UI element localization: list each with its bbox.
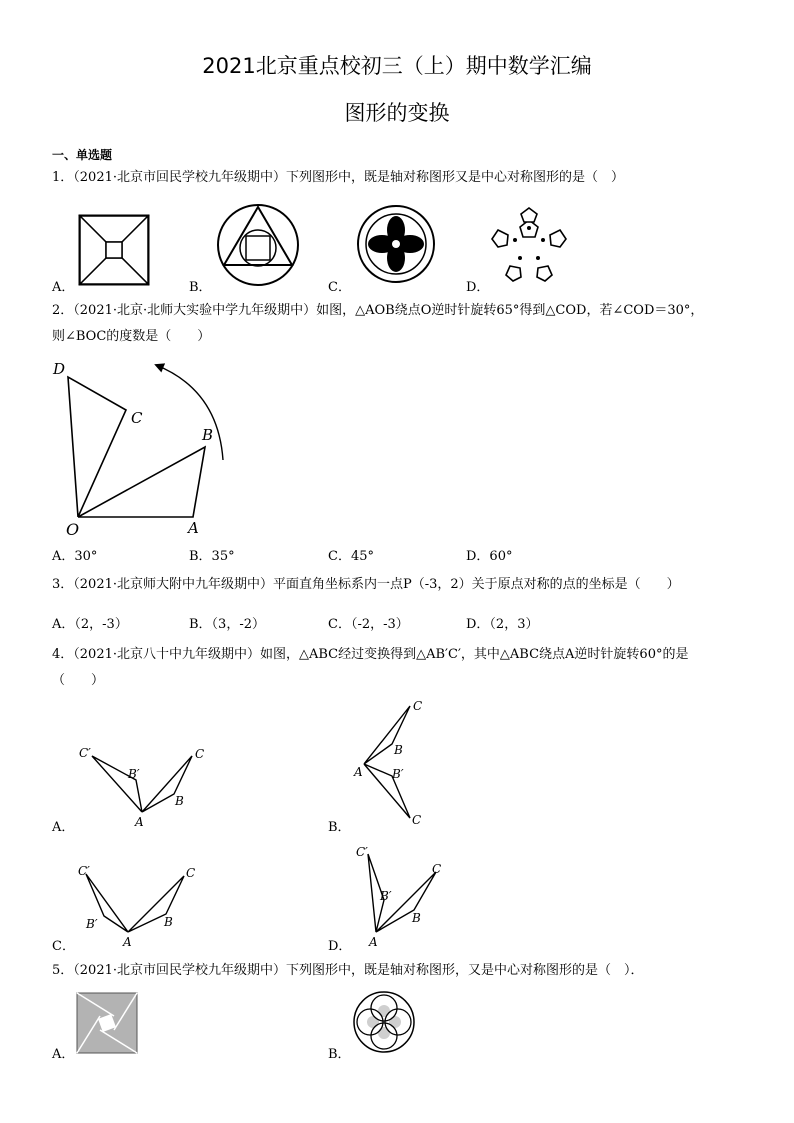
q5-option-a[interactable]: A．: [52, 1047, 75, 1062]
q2-option-c[interactable]: C．45°: [328, 549, 374, 564]
q4c-label-bp: B′: [86, 917, 98, 931]
question-5-stem: 5．（2021·北京市回民学校九年级期中）下列图形中，既是轴对称图形，又是中心对称图形的是（ ）．: [52, 963, 644, 978]
q1-option-a[interactable]: A．: [52, 280, 75, 295]
section-heading: 一、单选题: [52, 148, 113, 162]
q5-figure-a: [76, 992, 138, 1054]
q4d-label-b: B: [412, 911, 421, 925]
q1-option-b[interactable]: B．: [189, 280, 212, 295]
q4b-label-b: B: [394, 743, 403, 757]
q4c-label-b: B: [164, 915, 173, 929]
q3-option-b[interactable]: B．（3，-2）: [189, 617, 265, 632]
q5-option-b[interactable]: B．: [328, 1047, 351, 1062]
q4b-label-bp: B′: [392, 767, 404, 781]
q2-label-a: A: [188, 519, 199, 537]
page-subtitle: 图形的变换: [344, 101, 450, 125]
q4d-label-c: C: [432, 862, 442, 876]
q1-figure-b: [216, 203, 300, 287]
q4c-label-a: A: [123, 935, 132, 949]
q2-option-b[interactable]: B．35°: [189, 549, 235, 564]
question-4-stem-line1: 4．（2021·北京八十中九年级期中）如图，△ABC经过变换得到△AB′C′，其中△ABC绕点A逆时针旋转60°的是: [52, 647, 689, 662]
q2-label-o: O: [66, 520, 80, 539]
page-title: 2021北京重点校初三（上）期中数学汇编: [202, 54, 592, 78]
question-2-stem-line2: 则∠BOC的度数是（ ）: [52, 329, 211, 344]
question-1-stem: 1．（2021·北京市回民学校九年级期中）下列图形中，既是轴对称图形又是中心对称图形的是（ ）: [52, 170, 624, 185]
q4a-label-b: B: [175, 794, 184, 808]
q4a-label-bp: B′: [128, 767, 140, 781]
q4b-label-c-top: C: [413, 699, 423, 713]
q4c-label-cp: C′: [78, 864, 90, 878]
q3-option-c[interactable]: C．（-2，-3）: [328, 617, 409, 632]
q4-figure-b: [350, 700, 440, 830]
q4-option-b[interactable]: B．: [328, 820, 351, 835]
q4-option-c[interactable]: C．: [52, 939, 75, 954]
q4b-label-c-bottom: C: [412, 813, 422, 827]
q1-option-c[interactable]: C．: [328, 280, 351, 295]
q2-option-d[interactable]: D．60°: [466, 549, 513, 564]
q4a-label-cp: C′: [79, 746, 91, 760]
q4b-label-a: A: [354, 765, 363, 779]
q2-figure: [48, 355, 238, 540]
q2-label-c: C: [131, 409, 143, 427]
question-3-stem: 3．（2021·北京师大附中九年级期中）平面直角坐标系内一点P（-3，2）关于原点对称的点的坐标是（ ）: [52, 577, 680, 592]
q1-figure-a: [78, 214, 150, 286]
q1-figure-d: [490, 206, 568, 282]
q2-option-a[interactable]: A．30°: [52, 549, 98, 564]
q4a-label-a: A: [135, 815, 144, 829]
q4-figure-d: [352, 842, 452, 952]
question-4-stem-line2: （ ）: [52, 673, 105, 688]
q4a-label-c: C: [195, 747, 205, 761]
q4-option-a[interactable]: A．: [52, 820, 75, 835]
q4d-label-a: A: [369, 935, 378, 949]
q3-option-a[interactable]: A．（2，-3）: [52, 617, 128, 632]
question-2-stem-line1: 2．（2021·北京·北师大实验中学九年级期中）如图，△AOB绕点O逆时针旋转65°得到△COD，若∠COD＝30°，: [52, 303, 704, 318]
q4d-label-bp: B′: [380, 889, 392, 903]
q2-label-b: B: [202, 426, 214, 444]
q4-option-d[interactable]: D．: [328, 939, 352, 954]
q1-option-d[interactable]: D．: [466, 280, 490, 295]
q4-figure-c: [76, 860, 206, 950]
q1-figure-c: [356, 204, 436, 284]
q4d-label-cp: C′: [356, 845, 368, 859]
q2-label-d: D: [53, 360, 66, 378]
q4-figure-a: [76, 742, 216, 832]
q5-figure-b: [352, 990, 416, 1054]
q3-option-d[interactable]: D．（2，3）: [466, 617, 539, 632]
q4c-label-c: C: [186, 866, 196, 880]
